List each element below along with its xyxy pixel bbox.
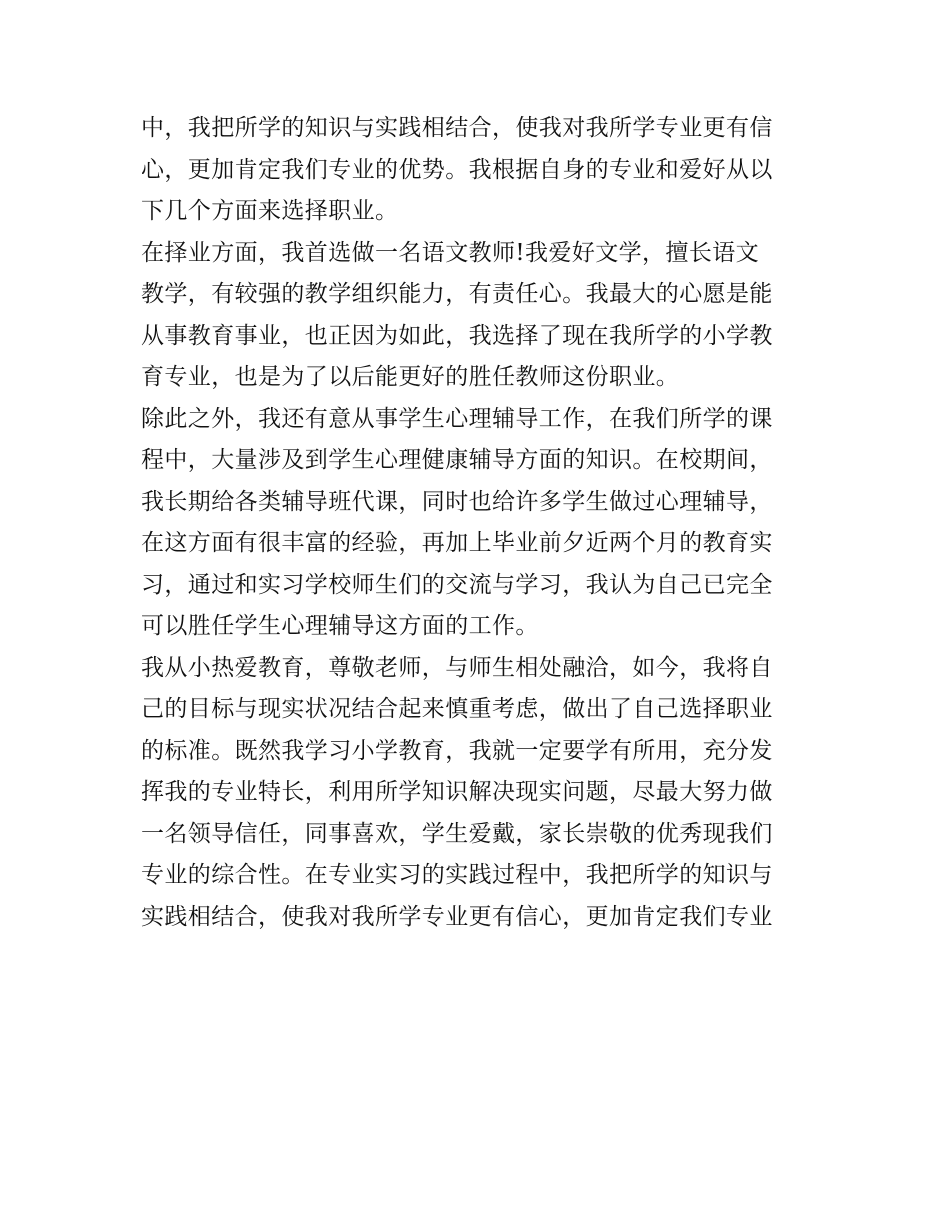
text-line: 中，我把所学的知识与实践相结合，使我对我所学专业更有信 [141,115,773,141]
text-line: 程中，大量涉及到学生心理健康辅导方面的知识。在校期间， [141,447,773,473]
text-line: 实践相结合，使我对我所学专业更有信心，更加肯定我们专业 [141,903,773,930]
text-line: 我长期给各类辅导班代课，同时也给许多学生做过心理辅导， [141,488,773,515]
text-line: 我从小热爱教育，尊敬老师，与师生相处融洽，如今，我将自 [141,654,773,681]
text-line: 在这方面有很丰富的经验，再加上毕业前夕近两个月的教育实 [141,530,773,556]
text-line: 挥我的专业特长，利用所学知识解决现实问题，尽最大努力做 [141,779,773,805]
text-line: 一名领导信任，同事喜欢，学生爱戴，家长崇敬的优秀现我们 [141,820,773,847]
text-line: 除此之外，我还有意从事学生心理辅导工作，在我们所学的课 [141,405,773,432]
text-line: 教学，有较强的教学组织能力，有责任心。我最大的心愿是能 [141,281,773,307]
text-line: 从事教育事业，也正因为如此，我选择了现在我所学的小学教 [141,322,773,349]
text-line: 下几个方面来选择职业。 [141,198,399,224]
text-line: 育专业，也是为了以后能更好的胜任教师这份职业。 [141,364,680,390]
text-line: 可以胜任学生心理辅导这方面的工作。 [141,613,539,639]
text-line: 习，通过和实习学校师生们的交流与学习，我认为自己已完全 [141,571,773,598]
text-line: 心，更加肯定我们专业的优势。我根据自身的专业和爱好从以 [141,156,773,183]
document-body [141,108,821,938]
text-line: 己的目标与现实状况结合起来慎重考虑，做出了自己选择职业 [141,696,773,722]
text-line: 专业的综合性。在专业实习的实践过程中，我把所学的知识与 [141,862,773,888]
text-line: 的标准。既然我学习小学教育，我就一定要学有所用，充分发 [141,737,773,764]
text-line: 在择业方面，我首选做一名语文教师!我爱好文学，擅长语文 [141,239,760,266]
